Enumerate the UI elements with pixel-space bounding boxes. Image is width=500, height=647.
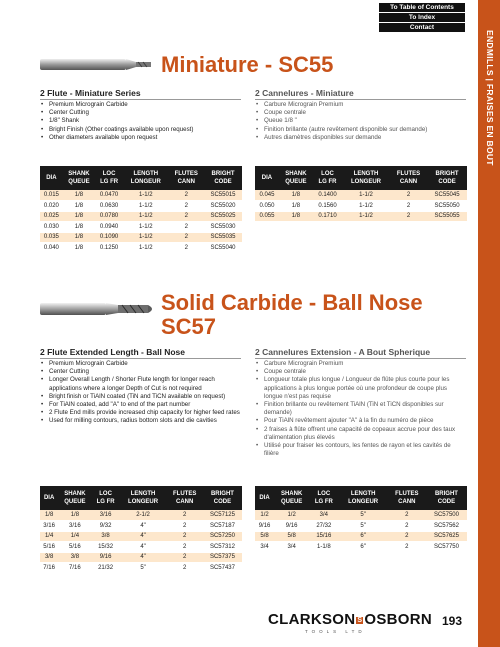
table-row: 0.055 1/8 0.1710 1-1/2 2 SC55055: [255, 211, 467, 222]
page-number: 193: [442, 614, 463, 628]
section2-fr-heading: 2 Cannelures Extension - A Bout Spherique: [255, 347, 431, 357]
list-item: • Center Cutting: [40, 109, 245, 117]
list-item: • Queue 1/8 ": [255, 117, 467, 125]
table-row: 0.025 1/8 0.0780 1-1/2 2 SC55025: [40, 211, 242, 222]
col-code: BRIGHT CODE: [204, 166, 242, 190]
section1-en-features: [40, 101, 245, 142]
table-header-row: [40, 166, 242, 190]
col-dia: DIA: [40, 166, 63, 190]
table-row: 7/16 7/16 21/32 5" 2 SC57437: [40, 563, 242, 574]
table-row: 9/16 9/16 27/32 5" 2 SC57562: [255, 521, 467, 532]
col-code: BRIGHT CODE: [426, 486, 467, 510]
list-item: • Carbure Micrograin Premium: [255, 360, 467, 368]
list-item: • Coupe centrale: [255, 368, 467, 376]
col-shank: SHANK QUEUE: [63, 166, 95, 190]
list-item: • Autres diamètres disponibles sur demande: [255, 134, 467, 142]
miniature-endmill-image: [40, 58, 152, 72]
table-row: 0.020 1/8 0.0630 1-1/2 2 SC55020: [40, 201, 242, 212]
col-dia: DIA: [255, 486, 274, 510]
list-item: • Longueur totale plus longue / Longueur de flûte plus courte pour les applications à plus longue portée où une profondeur de coupe plus longue n'est pas requise: [255, 376, 467, 401]
divider: [40, 99, 241, 100]
list-item: • 2 fraises à flûte offrent une capacité de copeaux accrue pour des taux d'alimentation plus élevés: [255, 426, 467, 442]
table-row: 1/4 1/4 3/8 4" 2 SC57250: [40, 531, 242, 542]
col-loc: LOC LG FR: [95, 166, 123, 190]
col-code: BRIGHT CODE: [203, 486, 242, 510]
table-header-row: [40, 486, 242, 510]
logo-subtitle: TOOLS LTD: [305, 629, 366, 634]
section1-title: Miniature - SC55: [161, 52, 334, 77]
table-row: 3/8 3/8 9/16 4" 2 SC57375: [40, 552, 242, 563]
section1-fr-heading: 2 Cannelures - Miniature: [255, 88, 354, 98]
divider: [255, 99, 466, 100]
table-row: 0.015 1/8 0.0470 1-1/2 2 SC55015: [40, 190, 242, 201]
col-flutes: FLUTES CANN: [390, 166, 427, 190]
top-navigation: [379, 3, 465, 33]
table-header-row: [255, 486, 467, 510]
col-flutes: FLUTES CANN: [388, 486, 426, 510]
contact-link[interactable]: Contact: [379, 23, 465, 32]
list-item: • Carbure Micrograin Premium: [255, 101, 467, 109]
list-item: • Coupe centrale: [255, 109, 467, 117]
col-code: BRIGHT CODE: [427, 166, 467, 190]
table-row: 3/4 3/4 1-1/8 6" 2 SC57750: [255, 542, 467, 553]
col-shank: SHANK QUEUE: [58, 486, 91, 510]
table-row: 0.045 1/8 0.1400 1-1/2 2 SC55045: [255, 190, 467, 201]
col-length: LENGTH LONGEUR: [339, 486, 388, 510]
sc57-table-right: [255, 486, 467, 553]
col-dia: DIA: [255, 166, 279, 190]
table-row: 0.040 1/8 0.1250 1-1/2 2 SC55040: [40, 243, 242, 254]
section1-fr-features: [255, 101, 467, 142]
col-length: LENGTH LONGEUR: [342, 166, 390, 190]
section2-en-heading: 2 Flute Extended Length - Ball Nose: [40, 347, 185, 357]
list-item: • Other diameters available upon request: [40, 134, 245, 142]
sc55-table-left: [40, 166, 242, 254]
table-header-row: [255, 166, 467, 190]
col-shank: SHANK QUEUE: [274, 486, 309, 510]
section2-en-features: [40, 360, 245, 426]
col-length: LENGTH LONGEUR: [120, 486, 167, 510]
section2-fr-features: [255, 360, 467, 458]
list-item: • Bright finish or TiAlN coated (TiN and TiCN available on request): [40, 393, 245, 401]
sc57-table-left: [40, 486, 242, 574]
side-tab: [478, 0, 500, 647]
list-item: • For TiAlN coated, add "A" to end of the part number: [40, 401, 245, 409]
section2-title-line1: Solid Carbide - Ball Nose: [161, 290, 423, 315]
table-row: 0.030 1/8 0.0940 1-1/2 2 SC55030: [40, 222, 242, 233]
list-item: • Longer Overall Length / Shorter Flute length for longer reach applications where a longer Depth of Cut is not required: [40, 376, 245, 392]
table-row: 5/8 5/8 15/16 6" 2 SC57625: [255, 531, 467, 542]
section1-en-heading: 2 Flute - Miniature Series: [40, 88, 141, 98]
list-item: • Used for milling contours, radius bottom slots and die cavities: [40, 417, 245, 425]
col-length: LENGTH LONGEUR: [123, 166, 169, 190]
list-item: • Finition brillante (autre revêtement disponible sur demande): [255, 126, 467, 134]
index-link[interactable]: To Index: [379, 13, 465, 22]
section2-title-line2: SC57: [161, 314, 217, 339]
table-row: 1/2 1/2 3/4 5" 2 SC57500: [255, 510, 467, 521]
ball-nose-endmill-image: [40, 300, 158, 318]
list-item: • Finition brillante ou revêtement TiAlN (TiN et TiCN disponibles sur demande): [255, 401, 467, 417]
table-row: 5/16 5/16 15/32 4" 2 SC57312: [40, 542, 242, 553]
divider: [255, 358, 466, 359]
col-loc: LOC LG FR: [313, 166, 342, 190]
divider: [40, 358, 241, 359]
list-item: • Utilisé pour fraiser les contours, les fentes de rayon et les cavités de filière: [255, 442, 467, 458]
table-of-contents-link[interactable]: To Table of Contents: [379, 3, 465, 12]
table-row: 0.050 1/8 0.1560 1-1/2 2 SC55050: [255, 201, 467, 212]
table-row: 3/16 3/16 9/32 4" 2 SC57187: [40, 521, 242, 532]
col-loc: LOC LG FR: [309, 486, 338, 510]
table-row: 1/8 1/8 3/16 2-1/2 2 SC57125: [40, 510, 242, 521]
col-shank: SHANK QUEUE: [279, 166, 313, 190]
col-flutes: FLUTES CANN: [169, 166, 204, 190]
list-item: • 2 Flute End mills provide increased chip capacity for higher feed rates: [40, 409, 245, 417]
table-row: 0.035 1/8 0.1090 1-1/2 2 SC55035: [40, 232, 242, 243]
list-item: • 1/8" Shank: [40, 117, 245, 125]
list-item: • Bright Finish (Other coatings available upon request): [40, 126, 245, 134]
list-item: • Pour TiAlN revêtement ajouter "A" à la fin du numéro de pièce: [255, 417, 467, 425]
list-item: • Center Cutting: [40, 368, 245, 376]
list-item: • Premium Micrograin Carbide: [40, 360, 245, 368]
sc55-table-right: [255, 166, 467, 222]
col-flutes: FLUTES CANN: [166, 486, 202, 510]
clarkson-osborn-logo: CLARKSON S OSBORN: [268, 611, 433, 628]
col-dia: DIA: [40, 486, 58, 510]
list-item: • Premium Micrograin Carbide: [40, 101, 245, 109]
side-tab-label: ENDMILLS | FRAISES EN BOUT: [485, 30, 495, 166]
col-loc: LOC LG FR: [92, 486, 120, 510]
